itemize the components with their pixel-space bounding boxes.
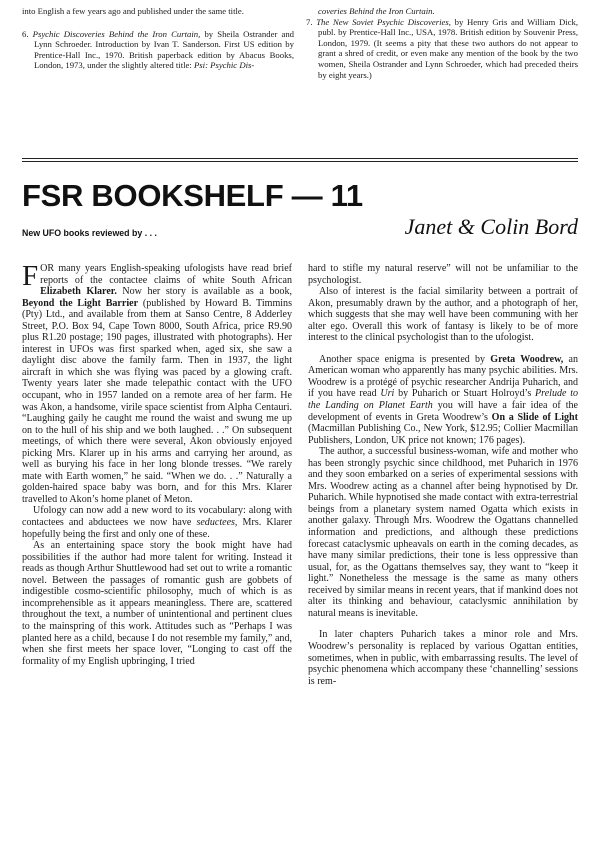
right-paragraph-1: hard to stifle my natural reserve” will not be unfamiliar to the psychologist.: [308, 263, 578, 286]
footnote-6-alt-title: Psi: Psychic Dis-: [193, 60, 255, 71]
footnote-6-alt-title-end: coveries Behind the Iron Curtain.: [318, 6, 435, 16]
book-title-uri: Uri: [380, 388, 395, 400]
text-run: OR many years English-speaking ufologists have read brief reports of the contactee claims of white South African: [40, 263, 292, 286]
footnote-7-text: by Henry Gris and William Dick, publ. by Prentice-Hall Inc., USA, 1978. British edition by Souvenir Press, London, 1979. (It seems a pity that these two authors do not appear to grant a shred of credit, or even make any mention of the book by the two women, Sheila Ostrander and Lynn Schroeder, which had preceded theirs by eight years.): [318, 16, 578, 80]
left-paragraph-1: [22, 260, 292, 505]
book-title-beyond-the-light-barrier: Beyond the Light Barrier: [22, 297, 139, 309]
right-paragraph-2: Also of interest is the facial similarity between a portrait of Akon, presumably drawn by the author, and a photograph of her, which suggests that she may well have been communing with her alter ego. Overall this work of fantasy is likely to be of more interest to the clinical psychologist than to the ufologist.: [308, 286, 578, 344]
text-run: you will have a fair idea of the development of events in Greta Woodrew’s: [308, 400, 578, 423]
page-title: FSR BOOKSHELF — 11: [22, 178, 363, 213]
author-byline: Janet & Colin Bord: [404, 214, 578, 239]
footnote-continuation: into English a few years ago and published under the same title.: [22, 6, 244, 16]
name-klarer: Elizabeth Klarer.: [40, 286, 117, 298]
text-run: an American woman who apparently has many psychic abilities. Mrs. Woodrew is a protégé of psychic researcher Andrija Puharich, and if you have read: [308, 353, 579, 400]
subtitle: New UFO books reviewed by . . .: [22, 228, 157, 238]
text-run: Ufology can now add a new word to its vocabulary: along with contactees and abductees we now have: [22, 505, 292, 529]
section-divider-bottom: [22, 161, 578, 162]
footnotes-right-column: [306, 6, 578, 154]
footnote-6-continuation: [306, 6, 578, 17]
text-run: (Macmillan Publishing Co., New York, $12.95; Collier Macmillan Publishers, London, UK price not known; 176 pages).: [308, 423, 578, 446]
name-woodrew: Greta Woodrew,: [490, 353, 564, 365]
footnotes-section: [22, 6, 578, 154]
book-title-prelude: Prelude to the Landing on Planet Earth: [308, 388, 579, 412]
footnote-7: [306, 17, 578, 81]
right-paragraph-5: In later chapters Puharich takes a minor role and Mrs. Woodrew’s personality is replaced by various Ogattan entities, sometimes, when in public, with embarrassing results. The level of psychic phenomena which accompany these ‘channelling’ sessions is rem-: [308, 629, 578, 687]
footnote-7-number: 7.: [306, 16, 317, 27]
left-column: [22, 260, 292, 843]
word-seductees: seductees,: [196, 517, 238, 529]
footnote-6-title: Psychic Discoveries Behind the Iron Curtain,: [32, 28, 201, 39]
text-run: by Puharich or Stuart Holroyd’s: [394, 388, 536, 400]
section-divider-top: [22, 158, 578, 159]
footnotes-left-column: [22, 6, 294, 154]
text-run: Another space enigma is presented by: [319, 353, 491, 365]
left-paragraph-3: As an entertaining space story the book might have had possibilities if the author had more talent for writing. Instead it reads as though Arthur Shuttlewood had set out to write a romantic novel. Between the passages of romantic gush are gobbets of indigestible cosmo-scientific philosophy, much of which is as incomprehensible as it appears meaningless. There are, scattered throughout the text, a number of unintentional and pertinent clues to the mainspring of this work. Attitudes such as “Perhaps I was planted here as a child, because I do not resemble my family,” and, when she first meets her space lover, “Longing to cast off the formality of my English upbringing, I tried: [22, 540, 292, 667]
text-run: Mrs. Klarer hopefully being the first and only one of these.: [22, 517, 292, 540]
footnote-6: [22, 29, 294, 71]
right-paragraph-3: [308, 354, 578, 446]
right-paragraph-4: The author, a successful business-woman, wife and mother who has been strongly psychic since childhood, met Puharich in 1976 and they soon embarked on a series of experimental sessions with Mrs. Woodrew acting as a channel after being hypnotised by Dr. Puharich. While hypnotised she made contact with extra-terrestrial beings from a planetary system named Ogatta which exists in another galaxy. Through Mrs. Woodrew the Ogattans channelled information and predictions, and although these predictions forecast cataclysmic upheavals on earth in the coming decades, as have many similar predictions, their tone is less oppressive than usual, for, as the Ogattans themselves say, they want to “keep it light.” Nonetheless the message is the same as many others received by similar means in recent years, that if mankind does not alter its thinking and behaviour, cataclysmic annihilation by natural means is inevitable.: [308, 446, 578, 619]
footnote-7-title: The New Soviet Psychic Discoveries,: [316, 16, 451, 27]
left-paragraph-2: [22, 505, 292, 540]
drop-cap: F: [22, 260, 39, 292]
book-title-on-a-slide-of-light: On a Slide of Light: [491, 411, 578, 423]
article-body: [22, 260, 579, 843]
right-column: [308, 263, 578, 843]
text-run: (published by Howard B. Timmins (Pty) Ltd., and available from them at Sanso Centre, 8 Adderley Street, P.O. Box 94, Cape Town 8000, South Africa, price R9.90 plus R1.20 postage; 190 pages, illustrated with photographs). Her interest in UFOs was first sparked when, aged six, she saw a daylight disc above the family farm. Then in 1937, the light aircraft in which she was flying was paced by a glowing craft. Twenty years later she made telepathic contact with the UFO occupant, who in 1957 landed on a remote area of her farm. He was Akon, a handsome, virile space scientist from Alpha Centauri. “Laughing gaily he caught me round the waist and swung me up on to the hull of his ship and we both laughed. . .” On subsequent meetings, of which there were several, Akon obviously enjoyed picking Mrs. Klarer up in his arms and carrying her around, as well as burying his face in her long blonde tresses. “We rarely mate with Earth women,” he said. “When we do. . .” Naturally a golden-haired space baby was born, and for this Mrs. Klarer travelled to Akon’s home planet of Meton.: [22, 297, 292, 505]
text-run: Now her story is available as a book,: [116, 286, 292, 298]
footnote-6-number: 6.: [22, 28, 33, 39]
footnote-6-text: by Sheila Ostrander and Lynn Schroeder. Introduction by Ivan T. Sanderson. First US edition by Prentice-Hall Inc., 1970. British paperback edition by Abacus Books, London, 1973, under the slightly altered title:: [34, 28, 295, 71]
